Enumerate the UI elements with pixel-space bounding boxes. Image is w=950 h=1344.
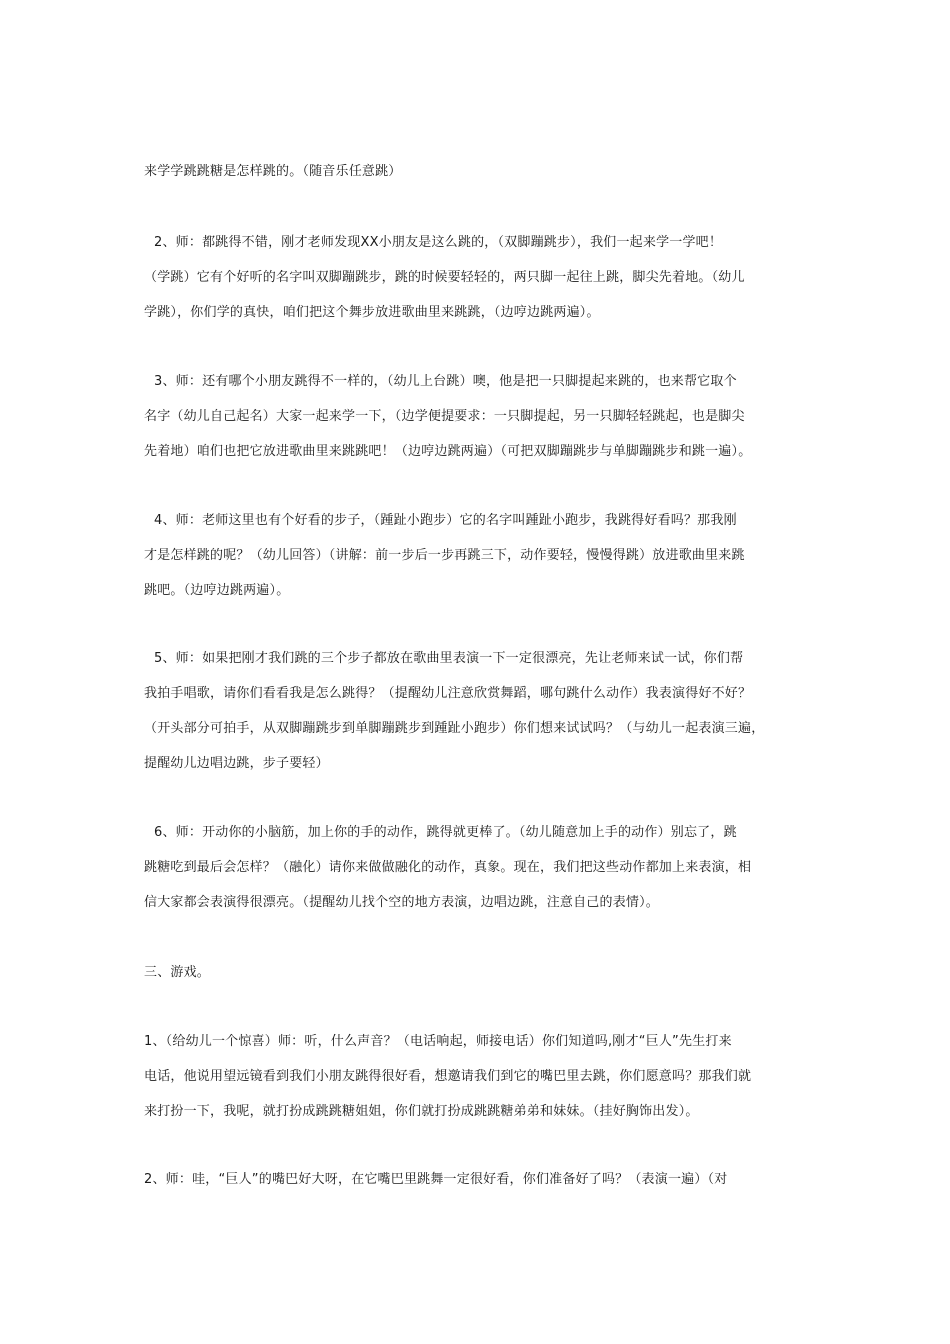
text-line: 6、师：开动你的小脑筋，加上你的手的动作，跳得就更棒了。（幼儿随意加上手的动作）别忘了，跳 (154, 825, 737, 840)
text-line: 跳吧。（边哼边跳两遍）。 (144, 583, 290, 598)
paragraph-game-2 (144, 1162, 812, 1197)
text-line: 电话，他说用望远镜看到我们小朋友跳得很好看，想邀请我们到它的嘴巴里去跳，你们愿意吗？那我们就 (144, 1069, 752, 1084)
text-line: 2、师：哇，“巨人”的嘴巴好大呀，在它嘴巴里跳舞一定很好看，你们准备好了吗？（表演一遍）（对 (144, 1172, 728, 1187)
text-line: （开头部分可拍手，从双脚蹦跳步到单脚蹦跳步到踵趾小跑步）你们想来试试吗？（与幼儿一起表演三遍， (144, 721, 765, 736)
text-line: 4、师：老师这里也有个好看的步子，（踵趾小跑步）它的名字叫踵趾小跑步，我跳得好看吗？那我刚 (154, 513, 737, 528)
text-line: 学跳），你们学的真快，咱们把这个舞步放进歌曲里来跳跳，（边哼边跳两遍）。 (144, 305, 600, 320)
text-line: 才是怎样跳的呢？（幼儿回答）（讲解：前一步后一步再跳三下，动作要轻，慢慢得跳）放进歌曲里来跳 (144, 548, 745, 563)
paragraph-intro-tail (144, 154, 812, 189)
text-line: （学跳）它有个好听的名字叫双脚蹦跳步，跳的时候要轻轻的，两只脚一起往上跳，脚尖先着地。（幼儿 (144, 270, 745, 285)
text-line: 我拍手唱歌，请你们看看我是怎么跳得？（提醒幼儿注意欣赏舞蹈，哪句跳什么动作）我表演得好不好？ (144, 686, 752, 701)
text-line: 来学学跳跳糖是怎样跳的。（随音乐任意跳） (144, 164, 402, 179)
paragraph-step-4 (144, 503, 812, 608)
paragraph-step-2 (144, 225, 812, 330)
section-heading: 三、游戏。 (144, 965, 211, 980)
paragraph-step-5 (144, 641, 812, 781)
text-line: 1、（给幼儿一个惊喜）师：听，什么声音？（电话响起，师接电话）你们知道吗,刚才“巨人”先生打来 (144, 1034, 732, 1049)
text-line: 5、师：如果把刚才我们跳的三个步子都放在歌曲里表演一下一定很漂亮，先让老师来试一试，你们帮 (154, 651, 744, 666)
text-line: 名字（幼儿自己起名）大家一起来学一下，（边学便提要求：一只脚提起，另一只脚轻轻跳起，也是脚尖 (144, 409, 745, 424)
text-line: 来打扮一下，我呢，就打扮成跳跳糖姐姐，你们就打扮成跳跳糖弟弟和妹妹。（挂好胸饰出发）。 (144, 1104, 699, 1119)
text-line: 信大家都会表演得很漂亮。（提醒幼儿找个空的地方表演，边唱边跳，注意自己的表情）。 (144, 895, 660, 910)
text-line: 2、师：都跳得不错，刚才老师发现XX小朋友是这么跳的，（双脚蹦跳步），我们一起来学一学吧！ (154, 235, 723, 250)
section-heading-game (144, 955, 812, 990)
paragraph-step-6 (144, 815, 812, 920)
paragraph-game-1 (144, 1024, 812, 1129)
text-line: 提醒幼儿边唱边跳，步子要轻） (144, 756, 329, 771)
text-line: 先着地）咱们也把它放进歌曲里来跳跳吧！（边哼边跳两遍）（可把双脚蹦跳步与单脚蹦跳步和跳一遍）。 (144, 444, 752, 459)
text-line: 跳糖吃到最后会怎样？（融化）请你来做做融化的动作，真象。现在，我们把这些动作都加上来表演，相 (144, 860, 752, 875)
paragraph-step-3 (144, 364, 812, 469)
text-line: 3、师：还有哪个小朋友跳得不一样的，（幼儿上台跳）噢，他是把一只脚提起来跳的，也来帮它取个 (154, 374, 737, 389)
